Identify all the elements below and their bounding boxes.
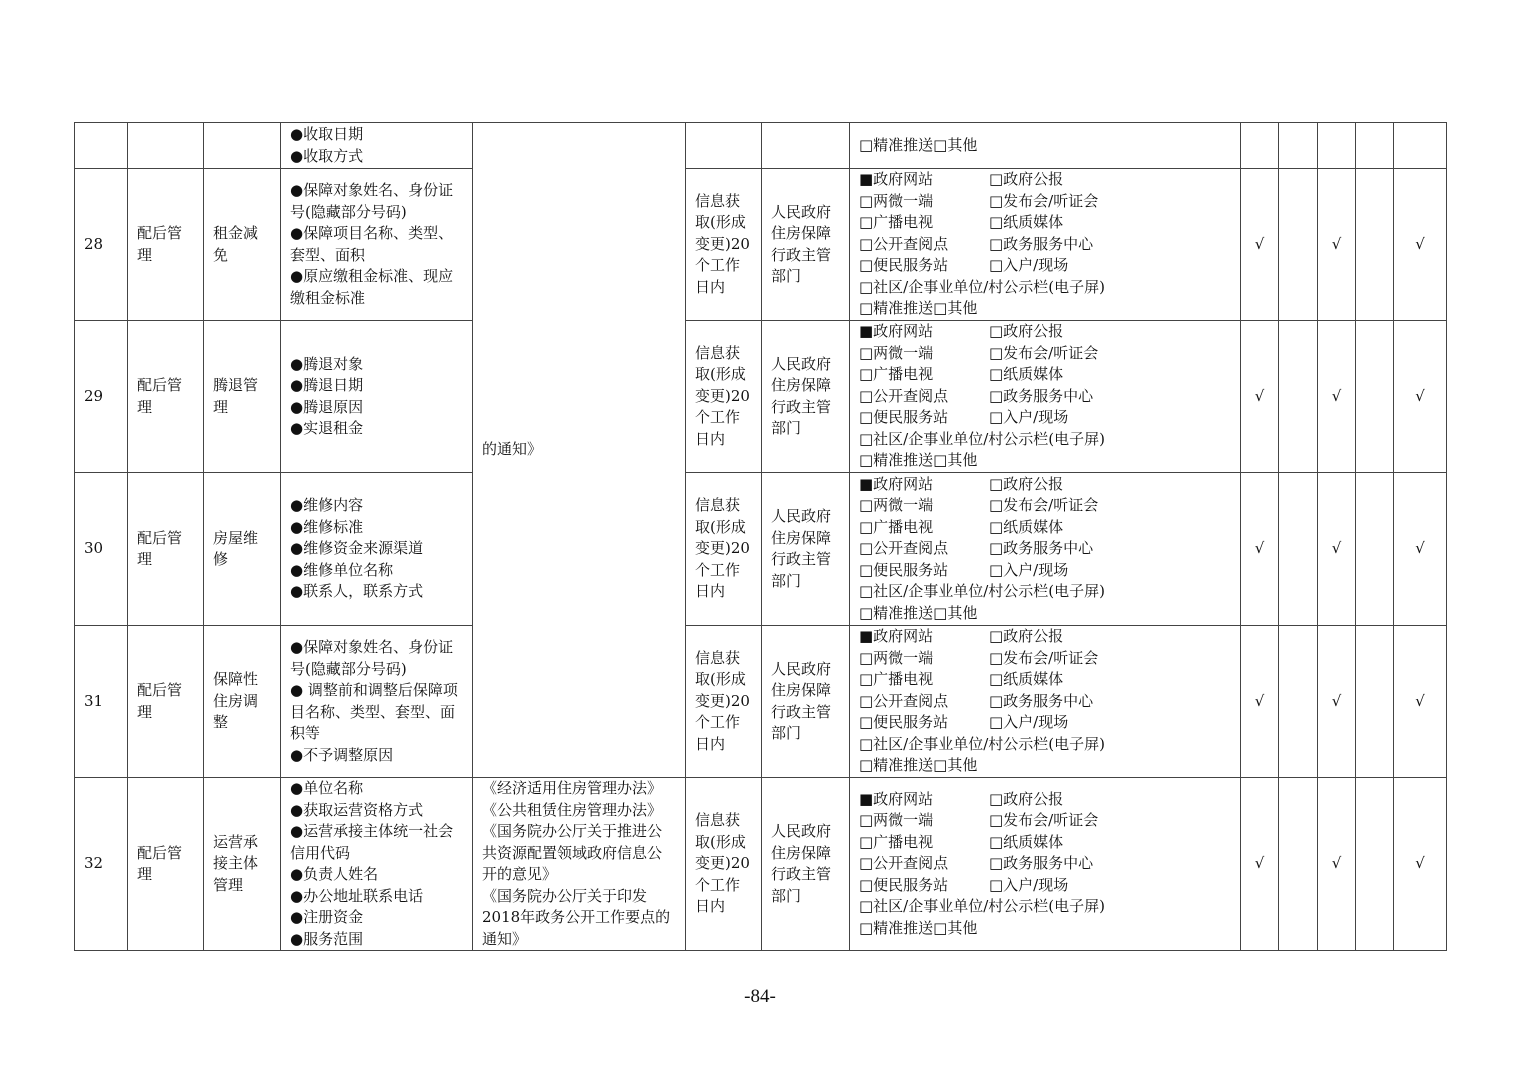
- check-mark: √: [1254, 854, 1265, 873]
- channel-option: □社区/企事业单位/村公示栏(电子屏): [859, 277, 1105, 296]
- content-line: ●保障对象姓名、身份证号(隐藏部分号码): [290, 638, 454, 678]
- category-label: 配后管理: [137, 681, 183, 721]
- channel-option-row: [859, 234, 1231, 256]
- item-label: 运营承接主体管理: [213, 832, 259, 894]
- content-line: ●办公地址联系电话: [290, 886, 424, 905]
- cell-channels: [850, 778, 1241, 951]
- channel-option: □纸质媒体: [989, 670, 1064, 689]
- channel-option-row: [859, 212, 1231, 234]
- check-mark: √: [1331, 234, 1342, 253]
- cell-item: [204, 473, 281, 626]
- channel-option: □便民服务站: [859, 256, 949, 275]
- channel-option: □精准推送□其他: [859, 756, 978, 775]
- cell-channels: [850, 473, 1241, 626]
- channel-option-row: [859, 321, 1231, 343]
- cell-check: [1356, 321, 1394, 473]
- channel-option: □纸质媒体: [989, 517, 1064, 536]
- channel-option: □政务服务中心: [989, 386, 1094, 405]
- item-label: 腾退管理: [213, 376, 259, 416]
- channel-option-row: [859, 832, 1231, 854]
- category-label: 配后管理: [137, 224, 183, 264]
- channel-option: □便民服务站: [859, 560, 949, 579]
- content-line: ●维修标准: [290, 517, 364, 536]
- table-row: [75, 169, 1447, 321]
- check-mark: √: [1331, 691, 1342, 710]
- channel-option: ■政府网站: [859, 322, 934, 341]
- cell-content: [281, 473, 473, 626]
- channel-option: □精准推送□其他: [859, 299, 978, 318]
- cell-check: [1241, 778, 1279, 951]
- channel-option: □入户/现场: [989, 875, 1069, 894]
- content-line: ● 调整前和调整后保障项目名称、类型、套型、面积等: [290, 681, 458, 742]
- content-line: ●注册资金: [290, 908, 364, 926]
- check-mark: √: [1415, 854, 1425, 873]
- channel-option: □入户/现场: [989, 560, 1069, 579]
- continuation-row: [75, 123, 1447, 169]
- category-label: 配后管理: [137, 376, 183, 416]
- cell-basis-merged: [473, 123, 686, 778]
- content-line: ●获取运营资格方式: [290, 800, 424, 819]
- channel-option-row: [859, 853, 1231, 875]
- cell-channels: [850, 123, 1241, 169]
- channel-option: □公开查阅点: [859, 691, 949, 710]
- cell-num: [75, 321, 128, 473]
- channel-option-row: [859, 875, 1231, 897]
- basis-line: 的通知》: [482, 440, 543, 459]
- cell-subject: [762, 626, 850, 778]
- channel-option: □公开查阅点: [859, 234, 949, 253]
- check-mark: √: [1254, 539, 1265, 558]
- channel-option-row: [859, 169, 1231, 191]
- cell-item: [204, 169, 281, 321]
- channel-option: □入户/现场: [989, 256, 1069, 275]
- check-mark: √: [1254, 386, 1265, 405]
- content-line: ●联系人，联系方式: [290, 582, 424, 601]
- channel-option-row: [859, 626, 1231, 648]
- content-line: ●实退租金: [290, 419, 364, 437]
- cell-check: [1318, 778, 1356, 951]
- cell-channels: [850, 321, 1241, 473]
- basis-line: 《公共租赁住房管理办法》: [482, 800, 663, 819]
- subject-text: 人民政府住房保障行政主管部门: [771, 354, 832, 437]
- channel-option: □发布会/听证会: [989, 191, 1099, 210]
- check-mark: √: [1331, 854, 1342, 873]
- content-line: ●服务范围: [290, 929, 364, 948]
- cell-check: [1394, 169, 1447, 321]
- cell-deadline: [686, 321, 762, 473]
- cell-num: [75, 169, 128, 321]
- channel-option-row: [859, 712, 1231, 734]
- table-row: [75, 626, 1447, 778]
- cell-check: [1279, 321, 1318, 473]
- channel-option-row: [859, 789, 1231, 811]
- channel-option: □社区/企事业单位/村公示栏(电子屏): [859, 897, 1105, 916]
- cell-subject: [762, 778, 850, 951]
- content-line: ●运营承接主体统一社会信用代码: [290, 822, 454, 862]
- cell-check: [1279, 626, 1318, 778]
- cell-content: [281, 626, 473, 778]
- cell-check: [1241, 123, 1279, 169]
- content-line: ●不予调整原因: [290, 745, 394, 764]
- row-number: 29: [84, 386, 104, 405]
- channel-option: □广播电视: [859, 517, 934, 536]
- cell-check: [1279, 169, 1318, 321]
- cell-item: [204, 778, 281, 951]
- channel-option-row: [859, 191, 1231, 213]
- disclosure-table: [74, 122, 1447, 951]
- content-line: ●收取方式: [290, 146, 364, 165]
- cell-category: [128, 626, 204, 778]
- cell-num: [75, 123, 128, 169]
- channel-option-row: [859, 343, 1231, 365]
- channel-option: □广播电视: [859, 213, 934, 232]
- channel-option-row: [859, 386, 1231, 408]
- category-label: 配后管理: [137, 843, 183, 883]
- subject-text: 人民政府住房保障行政主管部门: [771, 507, 832, 590]
- channel-option-row: [859, 560, 1231, 582]
- cell-check: [1318, 626, 1356, 778]
- channel-option: □政务服务中心: [989, 691, 1094, 710]
- channel-option: □公开查阅点: [859, 854, 949, 873]
- channel-option: □发布会/听证会: [989, 496, 1099, 515]
- cell-num: [75, 626, 128, 778]
- channel-option: □发布会/听证会: [989, 648, 1099, 667]
- channel-option: □社区/企事业单位/村公示栏(电子屏): [859, 582, 1105, 601]
- cell-check: [1394, 473, 1447, 626]
- category-label: 配后管理: [137, 528, 183, 568]
- cell-item: [204, 123, 281, 169]
- content-line: ●保障对象姓名、身份证号(隐藏部分号码): [290, 181, 454, 221]
- cell-category: [128, 123, 204, 169]
- basis-line: 《国务院办公厅关于推进公共资源配置领域政府信息公开的意见》: [482, 822, 663, 883]
- page-number: -84-: [744, 986, 776, 1007]
- cell-check: [1394, 321, 1447, 473]
- channel-option-row: [859, 255, 1231, 277]
- cell-check: [1241, 473, 1279, 626]
- cell-channels: [850, 626, 1241, 778]
- channel-option: □两微一端: [859, 496, 934, 515]
- deadline-text: 信息获取(形成变更)20个工作日内: [695, 496, 750, 601]
- cell-channels: [850, 169, 1241, 321]
- channel-option: □精准推送□其他: [859, 451, 978, 470]
- cell-category: [128, 169, 204, 321]
- cell-deadline: [686, 473, 762, 626]
- cell-check: [1356, 123, 1394, 169]
- channel-option-row: [859, 407, 1231, 429]
- cell-check: [1394, 123, 1447, 169]
- table-row: [75, 778, 1447, 951]
- cell-check: [1394, 778, 1447, 951]
- channel-option: □入户/现场: [989, 713, 1069, 732]
- content-line: ●维修内容: [290, 496, 364, 515]
- deadline-text: 信息获取(形成变更)20个工作日内: [695, 191, 750, 296]
- cell-deadline: [686, 169, 762, 321]
- cell-subject: [762, 473, 850, 626]
- cell-check: [1318, 123, 1356, 169]
- channel-option-row: [859, 364, 1231, 386]
- channel-option: □便民服务站: [859, 875, 949, 894]
- channel-option: □政府公报: [989, 627, 1064, 646]
- deadline-text: 信息获取(形成变更)20个工作日内: [695, 811, 750, 916]
- cell-check: [1241, 321, 1279, 473]
- check-mark: √: [1331, 539, 1342, 558]
- cell-check: [1356, 778, 1394, 951]
- channel-option-row: [859, 669, 1231, 691]
- cell-category: [128, 321, 204, 473]
- content-line: ●保障项目名称、类型、套型、面积: [290, 224, 454, 264]
- channel-option: □广播电视: [859, 832, 934, 851]
- cell-deadline: [686, 123, 762, 169]
- cell-subject: [762, 321, 850, 473]
- channel-option-row: [859, 474, 1231, 496]
- content-line: ●原应缴租金标准、现应缴租金标准: [290, 267, 454, 307]
- channel-option-row: [859, 495, 1231, 517]
- channel-option: □政务服务中心: [989, 539, 1094, 558]
- cell-content: [281, 778, 473, 951]
- channel-option: □两微一端: [859, 191, 934, 210]
- cell-check: [1241, 626, 1279, 778]
- channel-option: □政府公报: [989, 322, 1064, 341]
- cell-check: [1356, 626, 1394, 778]
- channel-option: □两微一端: [859, 811, 934, 830]
- cell-item: [204, 321, 281, 473]
- channel-option: □社区/企事业单位/村公示栏(电子屏): [859, 429, 1105, 448]
- cell-category: [128, 778, 204, 951]
- content-line: ●负责人姓名: [290, 865, 379, 883]
- row-number: 31: [84, 691, 104, 710]
- channel-option-row: [859, 810, 1231, 832]
- channel-option: □广播电视: [859, 365, 934, 384]
- check-mark: √: [1415, 691, 1425, 710]
- content-line: ●收取日期: [290, 125, 364, 143]
- cell-content: [281, 321, 473, 473]
- channel-option: □入户/现场: [989, 408, 1069, 427]
- channel-option: □两微一端: [859, 343, 934, 362]
- subject-text: 人民政府住房保障行政主管部门: [771, 202, 832, 285]
- channel-option-row: [859, 517, 1231, 539]
- deadline-text: 信息获取(形成变更)20个工作日内: [695, 343, 750, 448]
- channel-option: □社区/企事业单位/村公示栏(电子屏): [859, 734, 1105, 753]
- channel-option: □政府公报: [989, 474, 1064, 493]
- cell-check: [1279, 473, 1318, 626]
- content-line: ●维修资金来源渠道: [290, 539, 424, 558]
- item-label: 租金减免: [213, 224, 259, 264]
- cell-check: [1394, 626, 1447, 778]
- channel-option-row: [859, 691, 1231, 713]
- table-row: [75, 473, 1447, 626]
- content-line: ●单位名称: [290, 779, 364, 797]
- row-number: 30: [84, 539, 104, 558]
- cell-basis: [473, 778, 686, 951]
- channel-option: ■政府网站: [859, 627, 934, 646]
- check-mark: √: [1415, 234, 1425, 253]
- channel-option: □发布会/听证会: [989, 811, 1099, 830]
- cell-num: [75, 778, 128, 951]
- cell-deadline: [686, 626, 762, 778]
- channel-option: □纸质媒体: [989, 365, 1064, 384]
- channel-option-row: [859, 648, 1231, 670]
- cell-item: [204, 626, 281, 778]
- cell-check: [1241, 169, 1279, 321]
- item-label: 保障性住房调整: [213, 670, 259, 732]
- content-line: ●维修单位名称: [290, 560, 394, 579]
- channel-option: ■政府网站: [859, 170, 934, 189]
- cell-content: [281, 123, 473, 169]
- channel-option: □精准推送□其他: [859, 603, 978, 622]
- channel-option: □两微一端: [859, 648, 934, 667]
- check-mark: √: [1254, 691, 1265, 710]
- subject-text: 人民政府住房保障行政主管部门: [771, 822, 832, 905]
- cell-check: [1318, 321, 1356, 473]
- subject-text: 人民政府住房保障行政主管部门: [771, 659, 832, 742]
- channel-option: □政府公报: [989, 170, 1064, 189]
- cell-content: [281, 169, 473, 321]
- cell-check: [1356, 169, 1394, 321]
- channel-option: ■政府网站: [859, 789, 934, 808]
- content-line: ●腾退原因: [290, 397, 364, 416]
- cell-category: [128, 473, 204, 626]
- item-label: 房屋维修: [213, 528, 259, 568]
- channel-option: □广播电视: [859, 670, 934, 689]
- channel-option: □公开查阅点: [859, 539, 949, 558]
- channel-option: □发布会/听证会: [989, 343, 1099, 362]
- channel-option: □精准推送□其他: [859, 918, 978, 937]
- channel-option: □纸质媒体: [989, 832, 1064, 851]
- basis-line: 《经济适用住房管理办法》: [482, 779, 663, 797]
- row-number: 32: [84, 854, 104, 873]
- channel-line: □精准推送□其他: [859, 135, 978, 154]
- channel-option: □政府公报: [989, 789, 1064, 808]
- channel-option: □政务服务中心: [989, 854, 1094, 873]
- channel-option-row: [859, 538, 1231, 560]
- cell-check: [1318, 473, 1356, 626]
- channel-option: □便民服务站: [859, 408, 949, 427]
- check-mark: √: [1254, 234, 1265, 253]
- cell-check: [1318, 169, 1356, 321]
- cell-deadline: [686, 778, 762, 951]
- check-mark: √: [1415, 386, 1425, 405]
- check-mark: √: [1331, 386, 1342, 405]
- content-line: ●腾退对象: [290, 354, 364, 373]
- cell-check: [1356, 473, 1394, 626]
- channel-option: ■政府网站: [859, 474, 934, 493]
- row-number: 28: [84, 234, 104, 253]
- content-line: ●腾退日期: [290, 376, 364, 394]
- cell-subject: [762, 169, 850, 321]
- cell-check: [1279, 123, 1318, 169]
- deadline-text: 信息获取(形成变更)20个工作日内: [695, 648, 750, 753]
- basis-line: 《国务院办公厅关于印发2018年政务公开工作要点的通知》: [482, 886, 671, 948]
- channel-option: □便民服务站: [859, 713, 949, 732]
- cell-subject: [762, 123, 850, 169]
- table-row: [75, 321, 1447, 473]
- channel-option: □政务服务中心: [989, 234, 1094, 253]
- channel-option: □纸质媒体: [989, 213, 1064, 232]
- cell-check: [1279, 778, 1318, 951]
- channel-option: □公开查阅点: [859, 386, 949, 405]
- cell-num: [75, 473, 128, 626]
- check-mark: √: [1415, 539, 1425, 558]
